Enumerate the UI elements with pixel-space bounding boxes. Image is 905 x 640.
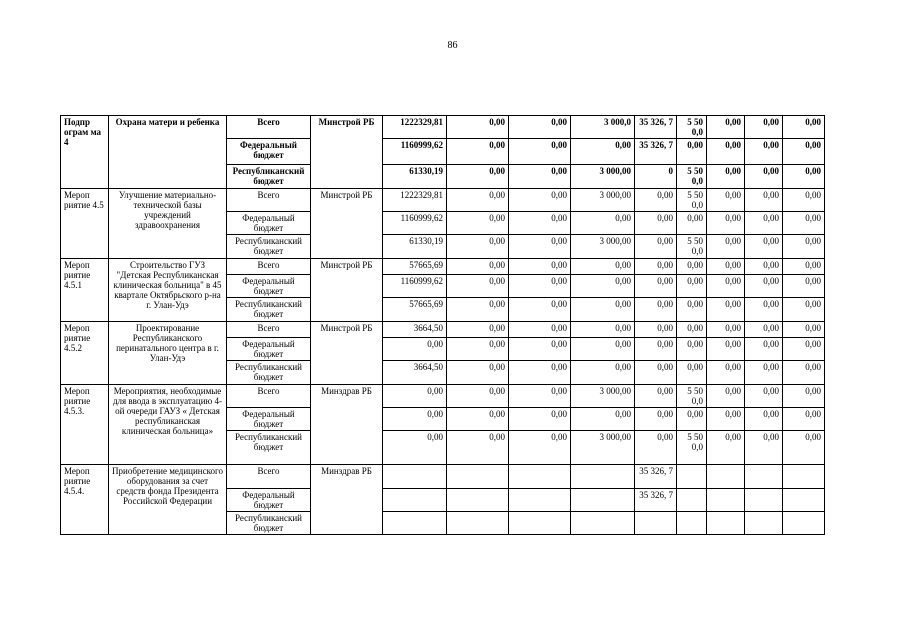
funding-source: Федеральный бюджет <box>227 338 311 361</box>
amount-cell: 1160999,62 <box>383 275 447 298</box>
amount-cell: 0,00 <box>383 338 447 361</box>
amount-cell: 0,00 <box>783 385 825 408</box>
funding-source: Всего <box>227 116 311 139</box>
amount-cell: 3664,50 <box>383 361 447 385</box>
amount-cell: 0,00 <box>745 259 783 275</box>
funding-source: Федеральный бюджет <box>227 408 311 431</box>
amount-cell: 0,00 <box>571 298 635 322</box>
amount-cell: 0,00 <box>677 408 707 431</box>
amount-cell <box>707 465 745 489</box>
amount-cell: 0,00 <box>783 235 825 259</box>
amount-cell: 0,00 <box>677 275 707 298</box>
amount-cell: 0,00 <box>745 431 783 465</box>
amount-cell: 3 000,0 <box>571 116 635 139</box>
amount-cell: 0,00 <box>745 165 783 189</box>
amount-cell: 1222329,81 <box>383 189 447 212</box>
amount-cell: 0,00 <box>745 189 783 212</box>
amount-cell: 0,00 <box>571 322 635 338</box>
amount-cell: 0,00 <box>509 212 571 235</box>
amount-cell: 0,00 <box>745 298 783 322</box>
amount-cell <box>571 489 635 512</box>
amount-cell: 35 326, 7 <box>635 489 677 512</box>
amount-cell: 5 50 0,0 <box>677 116 707 139</box>
amount-cell: 0,00 <box>635 259 677 275</box>
funding-source: Республиканский бюджет <box>227 235 311 259</box>
amount-cell <box>571 465 635 489</box>
amount-cell <box>509 512 571 535</box>
amount-cell <box>707 512 745 535</box>
amount-cell: 0,00 <box>707 189 745 212</box>
amount-cell: 0,00 <box>783 322 825 338</box>
amount-cell <box>447 465 509 489</box>
amount-cell: 0,00 <box>783 298 825 322</box>
amount-cell <box>677 489 707 512</box>
table-row <box>61 385 825 408</box>
amount-cell: 0,00 <box>447 259 509 275</box>
amount-cell <box>509 465 571 489</box>
funding-source: Республиканский бюджет <box>227 431 311 465</box>
amount-cell: 0,00 <box>635 431 677 465</box>
amount-cell: 0,00 <box>783 275 825 298</box>
amount-cell: 0,00 <box>383 408 447 431</box>
amount-cell: 35 326, 7 <box>635 465 677 489</box>
amount-cell: 61330,19 <box>383 235 447 259</box>
amount-cell: 0,00 <box>745 139 783 165</box>
table-row <box>61 259 825 275</box>
amount-cell: 5 50 0,0 <box>677 385 707 408</box>
amount-cell <box>783 489 825 512</box>
amount-cell: 5 50 0,0 <box>677 165 707 189</box>
funding-source: Всего <box>227 322 311 338</box>
amount-cell: 35 326, 7 <box>635 116 677 139</box>
amount-cell: 0,00 <box>571 275 635 298</box>
amount-cell: 0,00 <box>707 235 745 259</box>
amount-cell: 0,00 <box>447 385 509 408</box>
amount-cell: 0,00 <box>509 361 571 385</box>
amount-cell: 0,00 <box>783 116 825 139</box>
amount-cell: 0,00 <box>509 165 571 189</box>
amount-cell: 0,00 <box>635 338 677 361</box>
amount-cell: 5 50 0,0 <box>677 431 707 465</box>
amount-cell: 0,00 <box>745 116 783 139</box>
amount-cell: 0,00 <box>707 338 745 361</box>
amount-cell: 1160999,62 <box>383 212 447 235</box>
amount-cell <box>571 512 635 535</box>
responsible-executor: Минздрав РБ <box>311 385 383 465</box>
amount-cell: 0,00 <box>677 361 707 385</box>
funding-source: Республиканский бюджет <box>227 361 311 385</box>
amount-cell: 0,00 <box>707 385 745 408</box>
funding-source: Федеральный бюджет <box>227 212 311 235</box>
responsible-executor: Минстрой РБ <box>311 322 383 385</box>
amount-cell <box>745 512 783 535</box>
amount-cell: 61330,19 <box>383 165 447 189</box>
amount-cell: 0,00 <box>571 139 635 165</box>
funding-source: Республиканский бюджет <box>227 165 311 189</box>
amount-cell: 0,00 <box>707 361 745 385</box>
amount-cell: 0,00 <box>707 431 745 465</box>
amount-cell: 0,00 <box>707 322 745 338</box>
budget-table <box>60 115 825 535</box>
amount-cell: 35 326, 7 <box>635 139 677 165</box>
measure-title: Улучшение материально-технической базы учреждений здравоохранения <box>109 189 227 259</box>
amount-cell: 3 000,00 <box>571 165 635 189</box>
amount-cell: 0,00 <box>447 139 509 165</box>
measure-title: Проектирование Республиканского перинатального центра в г. Улан-Удэ <box>109 322 227 385</box>
amount-cell: 0,00 <box>707 408 745 431</box>
amount-cell: 0,00 <box>635 322 677 338</box>
amount-cell: 1222329,81 <box>383 116 447 139</box>
responsible-executor: Минздрав РБ <box>311 465 383 535</box>
amount-cell: 0,00 <box>447 165 509 189</box>
amount-cell: 0,00 <box>707 259 745 275</box>
amount-cell: 0,00 <box>677 139 707 165</box>
funding-source: Федеральный бюджет <box>227 489 311 512</box>
measure-code: Мероп риятие 4.5.1 <box>61 259 109 322</box>
amount-cell: 0,00 <box>571 408 635 431</box>
amount-cell: 3 000,00 <box>571 189 635 212</box>
measure-code: Мероп риятие 4.5.3. <box>61 385 109 465</box>
amount-cell: 0,00 <box>745 235 783 259</box>
amount-cell: 0,00 <box>707 212 745 235</box>
amount-cell: 0,00 <box>677 338 707 361</box>
amount-cell: 0,00 <box>447 431 509 465</box>
amount-cell: 0,00 <box>707 298 745 322</box>
amount-cell: 0,00 <box>745 385 783 408</box>
funding-source: Всего <box>227 385 311 408</box>
funding-source: Республиканский бюджет <box>227 512 311 535</box>
table-row <box>61 189 825 212</box>
amount-cell: 1160999,62 <box>383 139 447 165</box>
table-row <box>61 322 825 338</box>
amount-cell: 0,00 <box>509 116 571 139</box>
amount-cell: 0,00 <box>635 235 677 259</box>
amount-cell: 0,00 <box>707 275 745 298</box>
amount-cell: 0,00 <box>635 298 677 322</box>
amount-cell: 0,00 <box>707 116 745 139</box>
amount-cell: 0,00 <box>677 322 707 338</box>
amount-cell: 0,00 <box>509 189 571 212</box>
amount-cell: 0,00 <box>677 212 707 235</box>
amount-cell: 0,00 <box>383 385 447 408</box>
amount-cell: 0,00 <box>447 408 509 431</box>
responsible-executor: Минстрой РБ <box>311 116 383 189</box>
amount-cell <box>383 512 447 535</box>
amount-cell: 0,00 <box>447 338 509 361</box>
amount-cell: 0 <box>635 165 677 189</box>
funding-source: Республиканский бюджет <box>227 298 311 322</box>
amount-cell: 0,00 <box>635 212 677 235</box>
amount-cell <box>635 512 677 535</box>
measure-code: Мероп риятие 4.5.2 <box>61 322 109 385</box>
amount-cell: 0,00 <box>509 275 571 298</box>
amount-cell: 0,00 <box>783 189 825 212</box>
amount-cell: 0,00 <box>447 298 509 322</box>
amount-cell: 0,00 <box>783 165 825 189</box>
amount-cell: 5 50 0,0 <box>677 235 707 259</box>
amount-cell <box>383 465 447 489</box>
amount-cell: 0,00 <box>571 212 635 235</box>
amount-cell: 0,00 <box>571 338 635 361</box>
responsible-executor: Минстрой РБ <box>311 259 383 322</box>
funding-source: Всего <box>227 465 311 489</box>
amount-cell <box>783 512 825 535</box>
amount-cell: 0,00 <box>447 189 509 212</box>
amount-cell: 3 000,00 <box>571 431 635 465</box>
amount-cell: 0,00 <box>745 408 783 431</box>
measure-title: Охрана матери и ребенка <box>109 116 227 189</box>
amount-cell: 5 50 0,0 <box>677 189 707 212</box>
amount-cell: 0,00 <box>783 361 825 385</box>
page-number: 86 <box>447 40 458 51</box>
amount-cell: 0,00 <box>677 298 707 322</box>
funding-source: Всего <box>227 259 311 275</box>
amount-cell: 0,00 <box>783 139 825 165</box>
amount-cell <box>707 489 745 512</box>
amount-cell: 3664,50 <box>383 322 447 338</box>
responsible-executor: Минстрой РБ <box>311 189 383 259</box>
amount-cell: 0,00 <box>745 338 783 361</box>
amount-cell: 0,00 <box>509 338 571 361</box>
amount-cell: 0,00 <box>509 408 571 431</box>
amount-cell: 0,00 <box>447 361 509 385</box>
amount-cell: 0,00 <box>707 165 745 189</box>
table-row <box>61 116 825 139</box>
amount-cell: 0,00 <box>383 431 447 465</box>
measure-code: Подпр ограм ма 4 <box>61 116 109 189</box>
amount-cell <box>447 512 509 535</box>
amount-cell: 0,00 <box>447 322 509 338</box>
amount-cell: 0,00 <box>745 212 783 235</box>
amount-cell <box>509 489 571 512</box>
amount-cell <box>677 465 707 489</box>
amount-cell: 0,00 <box>783 408 825 431</box>
measure-code: Мероп риятие 4.5.4. <box>61 465 109 535</box>
amount-cell: 0,00 <box>447 235 509 259</box>
amount-cell: 0,00 <box>509 298 571 322</box>
amount-cell: 57665,69 <box>383 259 447 275</box>
amount-cell: 0,00 <box>447 116 509 139</box>
amount-cell <box>447 489 509 512</box>
amount-cell: 0,00 <box>509 139 571 165</box>
amount-cell: 0,00 <box>745 275 783 298</box>
funding-source: Всего <box>227 189 311 212</box>
amount-cell: 0,00 <box>635 189 677 212</box>
amount-cell: 0,00 <box>635 275 677 298</box>
amount-cell: 0,00 <box>571 361 635 385</box>
amount-cell <box>745 489 783 512</box>
amount-cell: 0,00 <box>447 275 509 298</box>
amount-cell: 57665,69 <box>383 298 447 322</box>
amount-cell <box>783 465 825 489</box>
amount-cell: 0,00 <box>783 338 825 361</box>
amount-cell: 0,00 <box>635 408 677 431</box>
funding-source: Федеральный бюджет <box>227 139 311 165</box>
amount-cell: 3 000,00 <box>571 385 635 408</box>
amount-cell: 0,00 <box>745 361 783 385</box>
amount-cell: 0,00 <box>509 235 571 259</box>
amount-cell: 0,00 <box>635 385 677 408</box>
amount-cell: 0,00 <box>509 259 571 275</box>
measure-code: Мероп риятие 4.5 <box>61 189 109 259</box>
amount-cell: 0,00 <box>571 259 635 275</box>
amount-cell: 0,00 <box>635 361 677 385</box>
amount-cell: 0,00 <box>677 259 707 275</box>
amount-cell <box>745 465 783 489</box>
amount-cell: 0,00 <box>509 431 571 465</box>
amount-cell <box>383 489 447 512</box>
measure-title: Приобретение медицинского оборудования за счет средств фонда Президента Российской Федерации <box>109 465 227 535</box>
measure-title: Строительство ГУЗ "Детская Республиканская клиническая больница" в 45 квартале Октябрьского р-на г. Улан-Удэ <box>109 259 227 322</box>
amount-cell: 0,00 <box>509 322 571 338</box>
table-row <box>61 465 825 489</box>
amount-cell: 0,00 <box>783 259 825 275</box>
amount-cell: 0,00 <box>707 139 745 165</box>
funding-source: Федеральный бюджет <box>227 275 311 298</box>
measure-title: Мероприятия, необходимые для ввода в эксплуатацию 4-ой очереди ГАУЗ « Детская республиканская клиническая больница» <box>109 385 227 465</box>
amount-cell: 0,00 <box>447 212 509 235</box>
amount-cell: 0,00 <box>783 212 825 235</box>
amount-cell <box>677 512 707 535</box>
amount-cell: 3 000,00 <box>571 235 635 259</box>
amount-cell: 0,00 <box>509 385 571 408</box>
amount-cell: 0,00 <box>783 431 825 465</box>
amount-cell: 0,00 <box>745 322 783 338</box>
